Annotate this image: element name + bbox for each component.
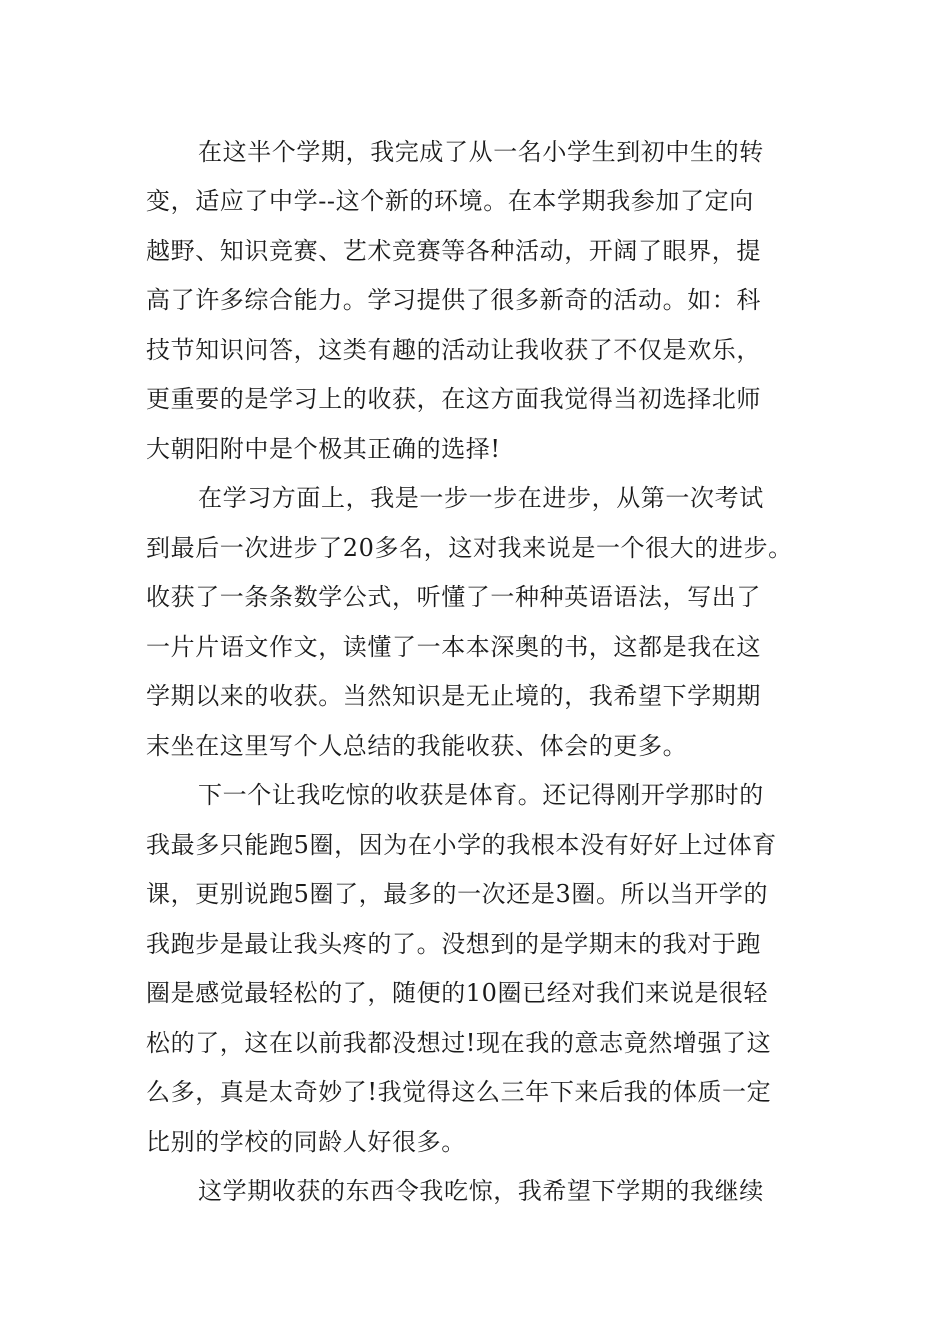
- paragraph-2-line-6: 末坐在这里写个人总结的我能收获、体会的更多。: [146, 732, 688, 760]
- paragraph-3-line-7: 么多，真是太奇妙了!我觉得这么三年下来后我的体质一定: [146, 1078, 772, 1106]
- paragraph-4-line-1: 这学期收获的东西令我吃惊，我希望下学期的我继续: [198, 1177, 764, 1205]
- paragraph-2-line-5: 学期以来的收获。当然知识是无止境的，我希望下学期期: [146, 682, 761, 710]
- paragraph-1-line-6: 更重要的是学习上的收获，在这方面我觉得当初选择北师: [146, 385, 761, 413]
- paragraph-3-line-8: 比别的学校的同龄人好很多。: [146, 1128, 466, 1156]
- paragraph-3-line-4: 我跑步是最让我头疼的了。没想到的是学期末的我对于跑: [146, 930, 761, 958]
- paragraph-3-line-5: 圈是感觉最轻松的了，随便的10圈已经对我们来说是很轻: [146, 979, 769, 1007]
- paragraph-1-line-7: 大朝阳附中是个极其正确的选择!: [146, 435, 501, 463]
- paragraph-2-line-3: 收获了一条条数学公式，听懂了一种种英语语法，写出了: [146, 583, 761, 611]
- paragraph-3-line-2: 我最多只能跑5圈，因为在小学的我根本没有好好上过体育: [146, 831, 777, 859]
- paragraph-2-line-2: 到最后一次进步了20多名，这对我来说是一个很大的进步。: [146, 534, 793, 562]
- paragraph-2-line-1: 在学习方面上，我是一步一步在进步，从第一次考试: [198, 484, 764, 512]
- paragraph-3-line-6: 松的了，这在以前我都没想过!现在我的意志竟然增强了这: [146, 1029, 772, 1057]
- paragraph-1-line-3: 越野、知识竞赛、艺术竞赛等各种活动，开阔了眼界，提: [146, 237, 761, 265]
- paragraph-2-line-4: 一片片语文作文，读懂了一本本深奥的书，这都是我在这: [146, 633, 761, 661]
- paragraph-1-line-5: 技节知识问答，这类有趣的活动让我收获了不仅是欢乐，: [146, 336, 761, 364]
- paragraph-3-line-1: 下一个让我吃惊的收获是体育。还记得刚开学那时的: [198, 781, 764, 809]
- paragraph-1-line-1: 在这半个学期，我完成了从一名小学生到初中生的转: [198, 138, 764, 166]
- paragraph-1-line-2: 变，适应了中学--这个新的环境。在本学期我参加了定向: [146, 187, 754, 215]
- paragraph-3-line-3: 课，更别说跑5圈了，最多的一次还是3圈。所以当开学的: [146, 880, 769, 908]
- paragraph-1-line-4: 高了许多综合能力。学习提供了很多新奇的活动。如：科: [146, 286, 761, 314]
